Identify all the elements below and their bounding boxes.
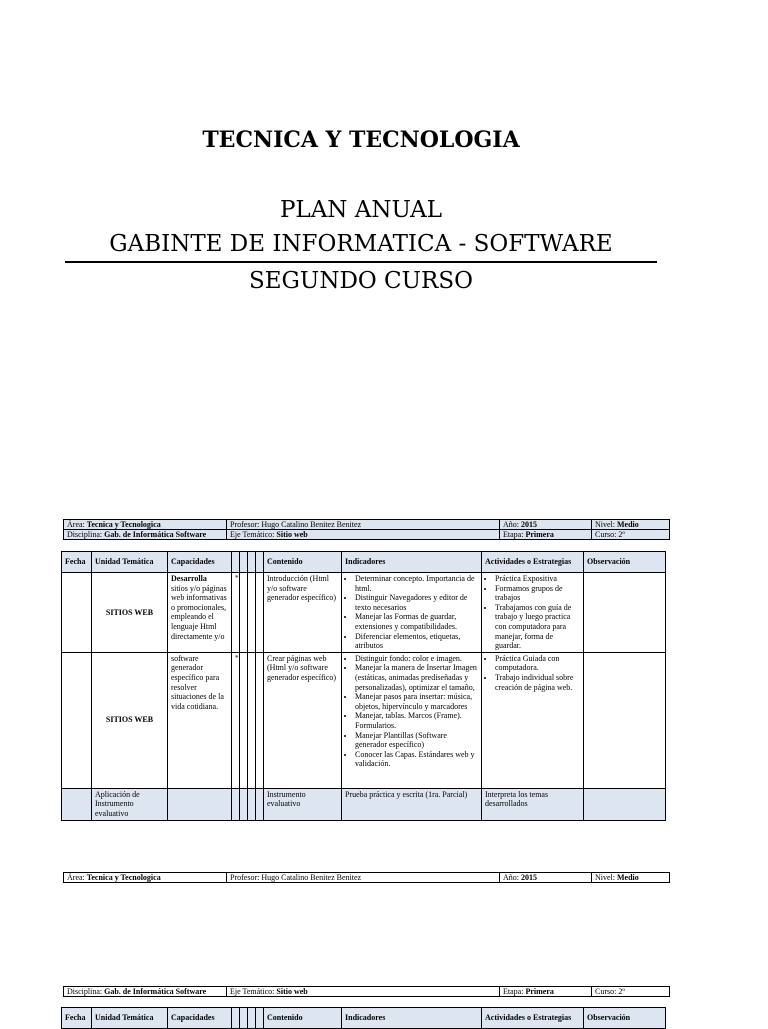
unidad-cell: SITIOS WEB — [92, 652, 168, 788]
plan-table-header — [62, 552, 666, 573]
profesor-cell: Profesor: Hugo Catalino Benitez Benitez — [227, 873, 500, 883]
list-item: • Manejar la manera de Insertar Imagen (estáticas, animadas prediseñadas y personalizadas), optimizar el tamaño, — [355, 663, 478, 692]
info-row-disciplina — [64, 530, 670, 540]
actividades-cell — [482, 573, 584, 653]
list-item: • Distinguir Navegadores y editor de texto necesarios — [355, 593, 478, 612]
list-item: • Distinguir fondo: color e imagen. — [355, 654, 478, 664]
marker-cell: * — [232, 652, 240, 788]
nivel-cell: Nivel: Medio — [592, 873, 670, 883]
empty-cell — [232, 788, 240, 820]
list-item: • Manejar las Formas de guardar, extensiones y compatibilidades. — [355, 612, 478, 631]
etapa-cell: Etapa: Primera — [500, 987, 592, 997]
list-item: • Diferenciar elementos, etiquetas, atributos — [355, 632, 478, 651]
info-header-table — [63, 519, 670, 540]
indicadores-cell — [342, 573, 482, 653]
document-title: TECNICA Y TECNOLOGIA — [202, 127, 520, 153]
eval-contenido-cell: Instrumento evaluativo — [264, 788, 342, 820]
list-item: • Manejar pasos para insertar: música, objetos, hipervínculo y marcadores — [355, 692, 478, 711]
fecha-cell — [62, 788, 92, 820]
subject-title: GABINTE DE INFORMATICA - SOFTWARE — [109, 231, 613, 257]
header-unidad: Unidad Temática — [92, 1008, 168, 1029]
empty-cell — [240, 573, 248, 653]
observacion-cell — [584, 652, 666, 788]
empty-cell — [256, 652, 264, 788]
header-actividades: Actividades o Estrategias — [482, 552, 584, 573]
fecha-cell — [62, 652, 92, 788]
plan-table — [61, 551, 666, 821]
header-indicadores: Indicadores — [342, 1008, 482, 1029]
contenido-cell: Crear páginas web (Html y/o software generador específico) — [264, 652, 342, 788]
eje-cell: Eje Temático: Sitio web — [227, 530, 500, 540]
nivel-cell: Nivel: Medio — [592, 520, 670, 530]
contenido-cell: Introducción (Html y/o software generador específico) — [264, 573, 342, 653]
eval-unidad-cell: Aplicación de Instrumento evaluativo — [92, 788, 168, 820]
list-item: • Manejar Plantillas (Software generador específico) — [355, 731, 478, 750]
anio-cell: Año: 2015 — [500, 520, 592, 530]
list-item: • Trabajamos con guía de trabajo y luego practica con computadora para manejar, forma de guardar. — [495, 603, 580, 651]
header-spacer — [256, 1008, 264, 1029]
header-spacer — [248, 1008, 256, 1029]
disciplina-cell: Disciplina: Gab. de Informática Software — [64, 987, 227, 997]
info-header-table-2 — [63, 872, 670, 883]
plan-title: PLAN ANUAL — [279, 197, 443, 223]
list-item: • Práctica Guiada con computadora. — [495, 654, 580, 673]
plan-table-header — [62, 1008, 666, 1029]
curso-cell: Curso: 2º — [592, 987, 670, 997]
fecha-cell — [62, 573, 92, 653]
empty-cell — [256, 788, 264, 820]
table-row — [62, 652, 666, 788]
course-title: SEGUNDO CURSO — [249, 268, 473, 294]
list-item: • Práctica Expositiva — [495, 574, 580, 584]
eval-indicadores-cell: Prueba práctica y escrita (1ra. Parcial) — [342, 788, 482, 820]
header-spacer — [240, 1008, 248, 1029]
evaluation-row — [62, 788, 666, 820]
empty-cell — [240, 788, 248, 820]
eval-actividades-cell: Interpreta los temas desarrollados — [482, 788, 584, 820]
empty-cell — [168, 788, 232, 820]
marker-cell: * — [232, 573, 240, 653]
list-item: • Manejar, tablas. Marcos (Frame). Formularios. — [355, 711, 478, 730]
list-item: • Determinar concepto. Importancia de html. — [355, 574, 478, 593]
list-item: • Trabajo individual sobre creación de página web. — [495, 673, 580, 692]
plan-table-2 — [61, 1007, 666, 1029]
observacion-cell — [584, 573, 666, 653]
etapa-cell: Etapa: Primera — [500, 530, 592, 540]
header-capacidades: Capacidades — [168, 552, 232, 573]
curso-cell: Curso: 2º — [592, 530, 670, 540]
header-observacion: Observación — [584, 1008, 666, 1029]
empty-cell — [256, 573, 264, 653]
capacidades-cell: software generador específico para resolver situaciones de la vida cotidiana. — [168, 652, 232, 788]
header-actividades: Actividades o Estrategias — [482, 1008, 584, 1029]
empty-cell — [248, 788, 256, 820]
header-spacer — [232, 552, 240, 573]
header-fecha: Fecha — [62, 1008, 92, 1029]
header-unidad: Unidad Temática — [92, 552, 168, 573]
actividades-cell — [482, 652, 584, 788]
unidad-cell: SITIOS WEB — [92, 573, 168, 653]
header-spacer — [256, 552, 264, 573]
header-spacer — [240, 552, 248, 573]
header-observacion: Observación — [584, 552, 666, 573]
header-spacer — [248, 552, 256, 573]
observacion-cell — [584, 788, 666, 820]
info-row-area — [64, 873, 670, 883]
header-capacidades: Capacidades — [168, 1008, 232, 1029]
info-row-disciplina — [64, 987, 670, 997]
header-spacer — [232, 1008, 240, 1029]
disciplina-cell: Disciplina: Gab. de Informática Software — [64, 530, 227, 540]
header-indicadores: Indicadores — [342, 552, 482, 573]
info-disciplina-table-2 — [63, 986, 670, 997]
info-row-area — [64, 520, 670, 530]
area-cell: Área: Tecnica y Tecnologica — [64, 520, 227, 530]
list-item: • Conocer las Capas. Estándares web y validación. — [355, 750, 478, 769]
table-row — [62, 573, 666, 653]
empty-cell — [248, 573, 256, 653]
header-contenido: Contenido — [264, 552, 342, 573]
list-item: • Formamos grupos de trabajos — [495, 584, 580, 603]
title-divider — [65, 261, 657, 263]
indicadores-cell — [342, 652, 482, 788]
area-cell: Área: Tecnica y Tecnologica — [64, 873, 227, 883]
profesor-cell: Profesor: Hugo Catalino Benitez Benitez — [227, 520, 500, 530]
header-contenido: Contenido — [264, 1008, 342, 1029]
capacidades-cell: Desarrolla sitios y/o páginas web informativas o promocionales, empleando el lenguaje Html directamente y/o — [168, 573, 232, 653]
header-fecha: Fecha — [62, 552, 92, 573]
eje-cell: Eje Temático: Sitio web — [227, 987, 500, 997]
empty-cell — [248, 652, 256, 788]
empty-cell — [240, 652, 248, 788]
anio-cell: Año: 2015 — [500, 873, 592, 883]
